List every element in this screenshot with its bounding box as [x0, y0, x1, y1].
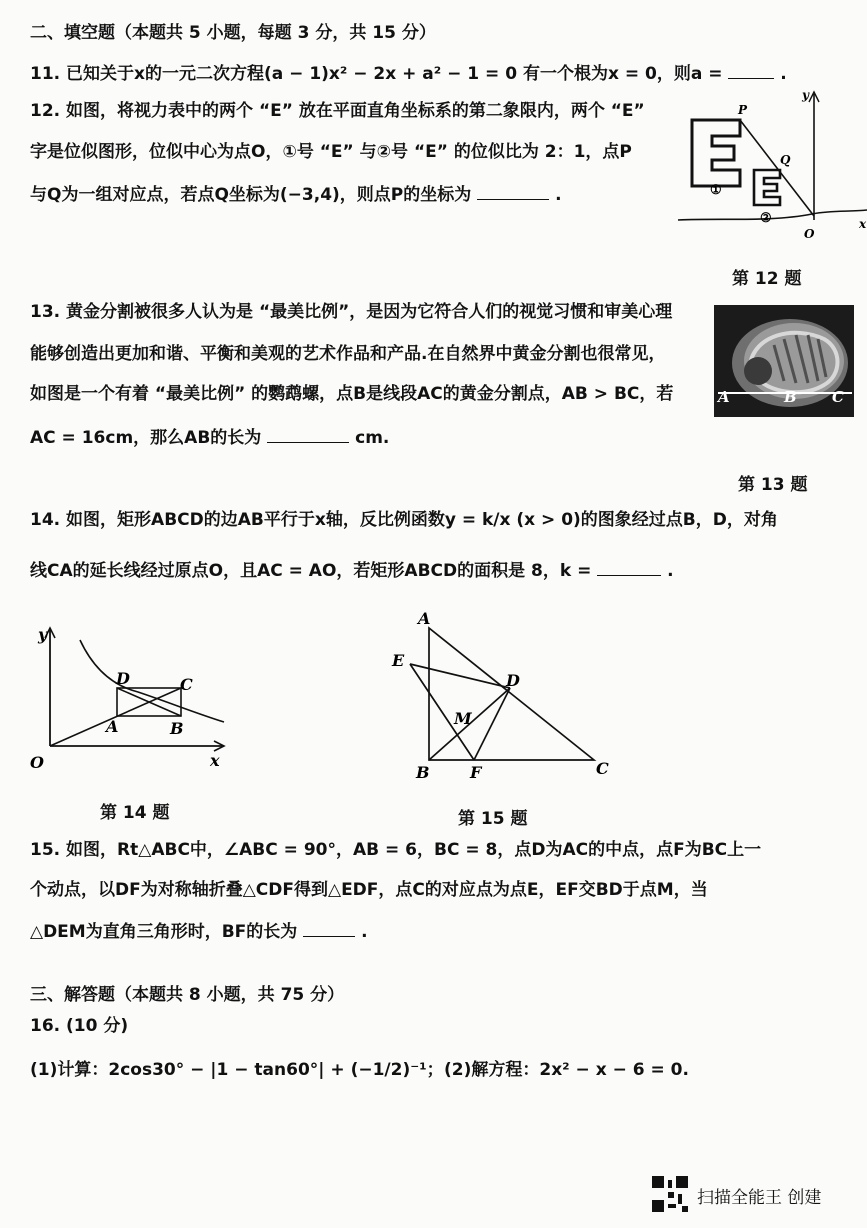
point-c-label: C	[596, 759, 609, 778]
point-c-label: C	[180, 675, 193, 694]
point-e-label: E	[392, 651, 405, 670]
point-d-label: D	[506, 671, 520, 690]
answer-blank	[477, 181, 549, 200]
figure-15-diagram	[386, 606, 622, 792]
x-axis	[678, 210, 867, 220]
qr-code-icon	[652, 1176, 688, 1212]
question-16-header: 16. (10 分)	[30, 1016, 129, 1036]
punctuation: .	[780, 64, 787, 84]
figure-14-diagram	[28, 618, 238, 778]
punctuation: .	[555, 185, 562, 205]
answer-blank	[728, 60, 774, 79]
point-m-label: M	[454, 709, 472, 728]
y-axis-label: y	[802, 88, 809, 102]
question-15-text: △DEM为直角三角形时，BF的长为	[30, 922, 298, 942]
figure-15-caption: 第 15 题	[458, 809, 528, 829]
section-3-title: 三、解答题（本题共 8 小题，共 75 分）	[30, 985, 345, 1005]
question-14-line-1: 14. 如图，矩形ABCD的边AB平行于x轴，反比例函数y = k/x (x > 0)的图象经过点B，D，对角	[30, 510, 778, 530]
figure-14-caption: 第 14 题	[100, 803, 170, 823]
point-f-label: F	[470, 763, 482, 782]
triangle-abc	[429, 628, 594, 760]
origin-label: O	[30, 753, 44, 772]
question-13-text: AC = 16cm，那么AB的长为	[30, 428, 262, 448]
question-12-line-3	[30, 181, 562, 207]
hyperbola-curve	[80, 640, 224, 722]
point-q-label: Q	[780, 153, 791, 167]
answer-blank	[267, 424, 349, 443]
punctuation: .	[667, 561, 674, 581]
label-two: ②	[760, 211, 772, 226]
point-b-label: B	[170, 719, 184, 738]
question-15-line-3	[30, 918, 368, 944]
answer-blank	[597, 557, 661, 576]
figure-13-nautilus-photo	[714, 305, 854, 417]
point-d-label: D	[116, 669, 130, 688]
question-12-line-1: 12. 如图，将视力表中的两个 “E” 放在平面直角坐标系的第二象限内，两个 “E”	[30, 101, 645, 121]
point-a-label: A	[418, 609, 431, 628]
y-axis-label: y	[38, 625, 48, 644]
ray-p-o	[740, 120, 814, 216]
figure-13-caption: 第 13 题	[738, 475, 808, 495]
point-b-label: B	[416, 763, 430, 782]
point-a-label: A	[718, 388, 730, 406]
large-e-shape	[692, 120, 740, 186]
segment-ed	[410, 664, 510, 688]
segment-fd	[474, 688, 510, 760]
figure-12-caption: 第 12 题	[732, 269, 802, 289]
question-16-part-1: (1)计算：2cos30° − |1 − tan60°| + (−1/2)⁻¹；	[30, 1060, 444, 1080]
scanner-brand-text: 扫描全能王 创建	[697, 1188, 822, 1208]
question-11	[30, 60, 787, 86]
figure-12-diagram	[672, 86, 867, 246]
unit-text: cm.	[355, 428, 390, 448]
point-b-label: B	[784, 388, 797, 406]
point-c-label: C	[832, 388, 844, 406]
x-axis-label: x	[210, 751, 220, 770]
question-12-text: 与Q为一组对应点，若点Q坐标为(−3,4)，则点P的坐标为	[30, 185, 472, 205]
question-13-line-3: 如图是一个有着 “最美比例” 的鹦鹉螺，点B是线段AC的黄金分割点，AB > BC，若	[30, 384, 674, 404]
question-11-text: 11. 已知关于x的一元二次方程(a − 1)x² − 2x + a² − 1 = 0 有一个根为x = 0，则a =	[30, 64, 723, 84]
punctuation: .	[361, 922, 368, 942]
point-p-label: P	[738, 103, 748, 117]
answer-blank	[303, 918, 355, 937]
question-13-line-1: 13. 黄金分割被很多人认为是 “最美比例”，是因为它符合人们的视觉习惯和审美心理	[30, 302, 673, 322]
x-axis-label: x	[859, 217, 867, 231]
origin-label: O	[804, 227, 815, 241]
section-2-title: 二、填空题（本题共 5 小题，每题 3 分，共 15 分）	[30, 23, 436, 43]
point-a-label: A	[106, 717, 119, 736]
question-16-part-2: (2)解方程：2x² − x − 6 = 0.	[444, 1060, 689, 1080]
question-15-line-2: 个动点，以DF为对称轴折叠△CDF得到△EDF，点C的对应点为点E，EF交BD于点M，当	[30, 880, 708, 900]
question-13-line-4	[30, 424, 389, 450]
question-13-line-2: 能够创造出更加和谐、平衡和美观的艺术作品和产品.在自然界中黄金分割也很常见，	[30, 344, 666, 364]
small-e-shape	[754, 170, 780, 205]
question-14-text: 线CA的延长线经过原点O，且AC = AO，若矩形ABCD的面积是 8，k =	[30, 561, 592, 581]
question-12-line-2: 字是位似图形，位似中心为点O，①号 “E” 与②号 “E” 的位似比为 2：1，点P	[30, 142, 632, 162]
question-14-line-2	[30, 557, 674, 583]
label-one: ①	[710, 183, 722, 198]
question-15-line-1: 15. 如图，Rt△ABC中，∠ABC = 90°，AB = 6，BC = 8，点D为AC的中点，点F为BC上一	[30, 840, 762, 860]
